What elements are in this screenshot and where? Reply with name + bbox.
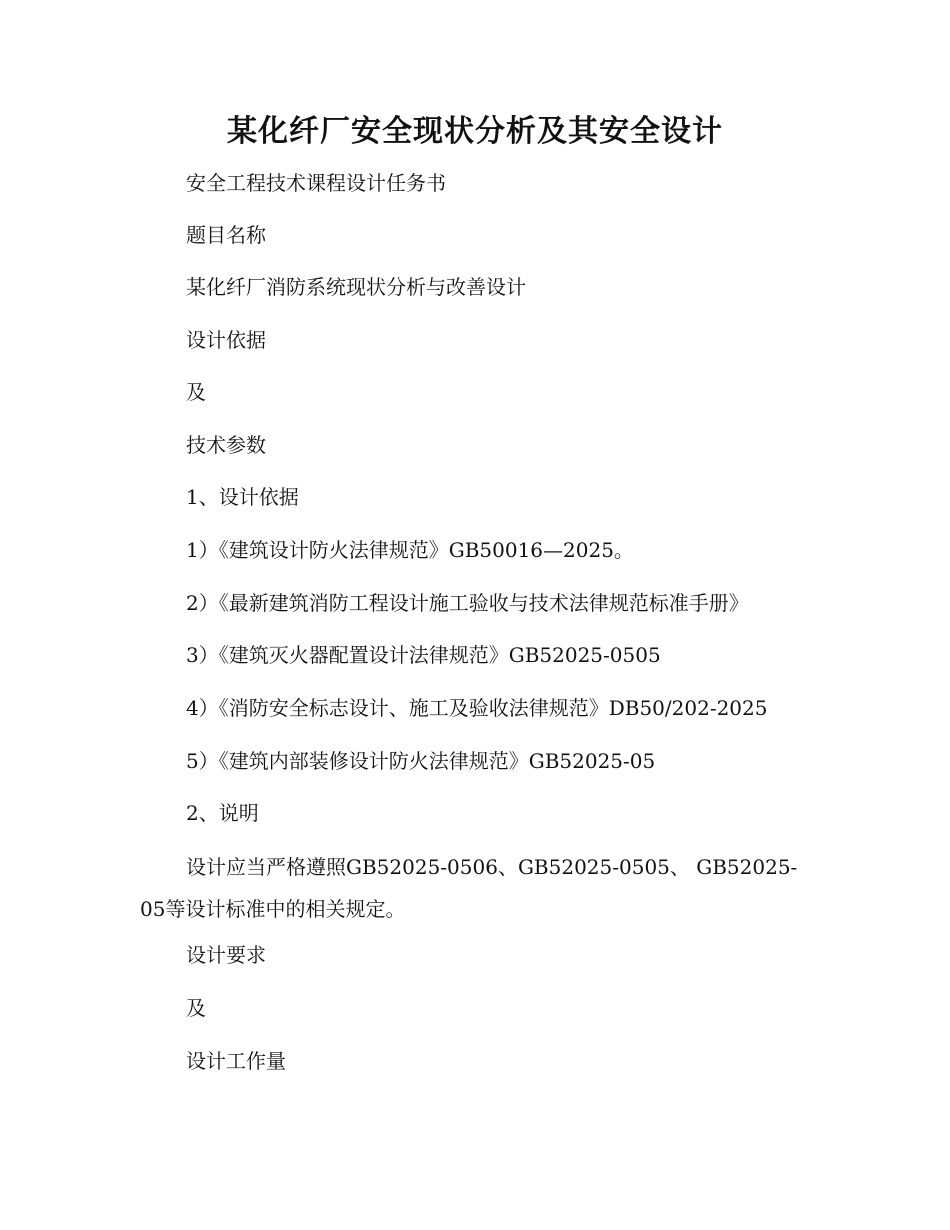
paragraph-explanation: 设计应当严格遵照GB52025-0506、GB52025-0505、 GB52025-05等设计标准中的相关规定。 [140,855,798,921]
paragraph-reference-5: 5）《建筑内部装修设计防火法律规范》GB52025-05 [186,749,656,773]
paragraph-and-2: 及 [186,996,206,1020]
paragraph-reference-4: 4）《消防安全标志设计、施工及验收法律规范》DB50/202-2025 [186,696,768,720]
paragraph-topic-heading: 题目名称 [186,223,266,247]
paragraph-reference-3: 3）《建筑灭火器配置设计法律规范》GB52025-0505 [186,643,661,667]
paragraph-workload: 设计工作量 [186,1049,286,1073]
paragraph-design-requirements: 设计要求 [186,943,266,967]
paragraph-tech-params: 技术参数 [186,433,266,457]
document-title: 某化纤厂安全现状分析及其安全设计 [227,114,723,149]
paragraph-topic-name: 某化纤厂消防系统现状分析与改善设计 [186,275,526,299]
paragraph-section-2: 2、说明 [186,801,259,825]
paragraph-design-basis-heading: 设计依据 [186,328,266,352]
paragraph-section-1: 1、设计依据 [186,485,299,509]
paragraph-reference-2: 2）《最新建筑消防工程设计施工验收与技术法律规范标准手册》 [186,591,749,615]
paragraph-and-1: 及 [186,380,206,404]
paragraph-reference-1: 1）《建筑设计防火法律规范》GB50016—2025。 [186,538,634,562]
paragraph-task-book: 安全工程技术课程设计任务书 [186,171,446,195]
